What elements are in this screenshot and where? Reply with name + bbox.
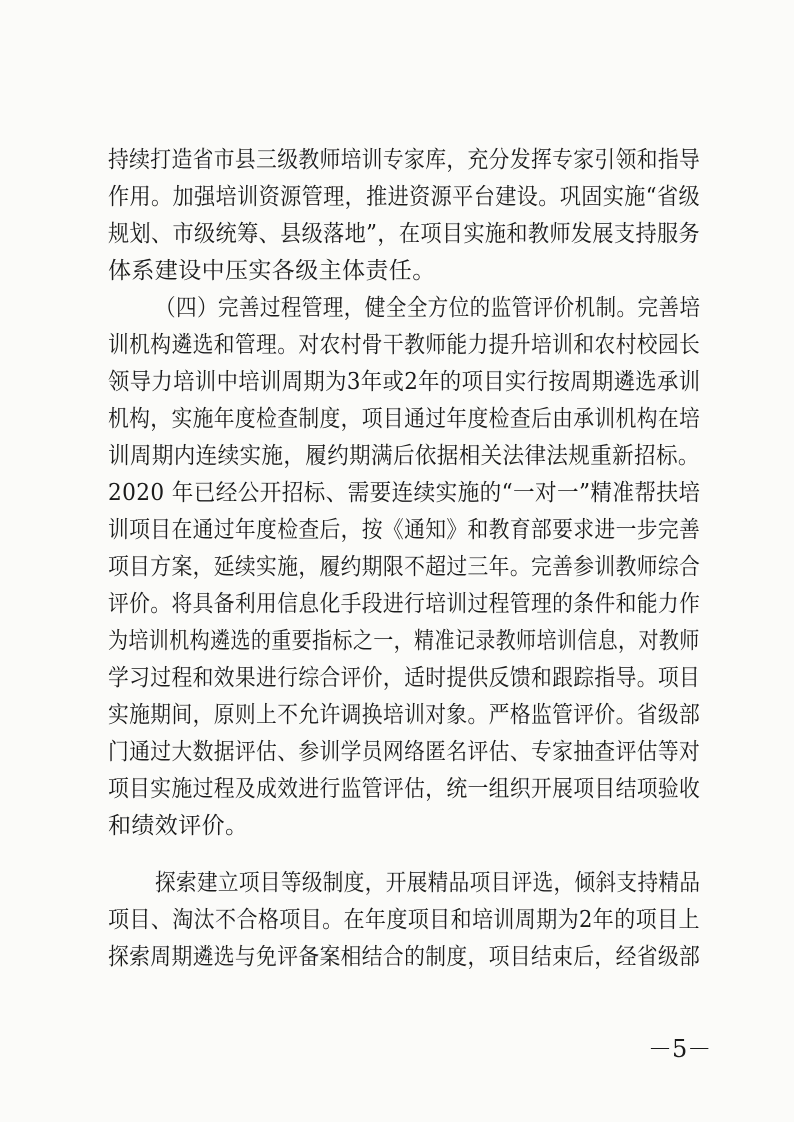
text-line: 训周期内连续实施，履约期满后依据相关法律法规重新招标。 [108,443,700,469]
text-line: 探索周期遴选与免评备案相结合的制度，项目结束后，经省级部 [108,944,701,970]
text-line: 项目方案，延续实施，履约期限不超过三年。完善参训教师综合 [108,554,701,580]
text-line: 门通过大数据评估、参训学员网络匿名评估、专家抽查评估等对 [108,739,701,765]
text-line: 体系建设中压实各级主体责任。 [108,258,436,284]
page-number: －5－ [648,1035,712,1063]
text-line: 项目、淘汰不合格项目。在年度项目和培训周期为2年的项目上 [108,907,700,933]
text-line: 项目实施过程及成效进行监管评估，统一组织开展项目结项验收 [108,776,701,802]
text-line: 机构，实施年度检查制度，项目通过年度检查后由承训机构在培 [108,406,701,432]
text-line: 和绩效评价。 [108,813,249,839]
text-line: 持续打造省市县三级教师培训专家库，充分发挥专家引领和指导 [108,147,701,173]
text-line: 作用。加强培训资源管理，推进资源平台建设。巩固实施“省级 [108,184,701,210]
text-line: 领导力培训中培训周期为3年或2年的项目实行按周期遴选承训 [108,369,701,395]
text-line: 2020 年已经公开招标、需要连续实施的“一对一”精准帮扶培 [108,480,701,506]
text-line: 为培训机构遴选的重要指标之一，精准记录教师培训信息，对教师 [108,628,700,654]
text-line: 评价。将具备利用信息化手段进行培训过程管理的条件和能力作 [108,591,701,617]
text-line: 训机构遴选和管理。对农村骨干教师能力提升培训和农村校园长 [108,332,701,358]
text-line: 学习过程和效果进行综合评价，适时提供反馈和跟踪指导。项目 [108,665,701,691]
paragraph-first-line: 探索建立项目等级制度，开展精品项目评选，倾斜支持精品 [155,870,701,896]
text-line: 训项目在通过年度检查后，按《通知》和教育部要求进一步完善 [108,517,701,543]
section-heading-line: （四）完善过程管理，健全全方位的监管评价机制。完善培 [155,295,701,321]
text-line: 规划、市级统筹、县级落地”，在项目实施和教师发展支持服务 [108,221,701,247]
text-line: 实施期间，原则上不允许调换培训对象。严格监管评价。省级部 [108,702,701,728]
